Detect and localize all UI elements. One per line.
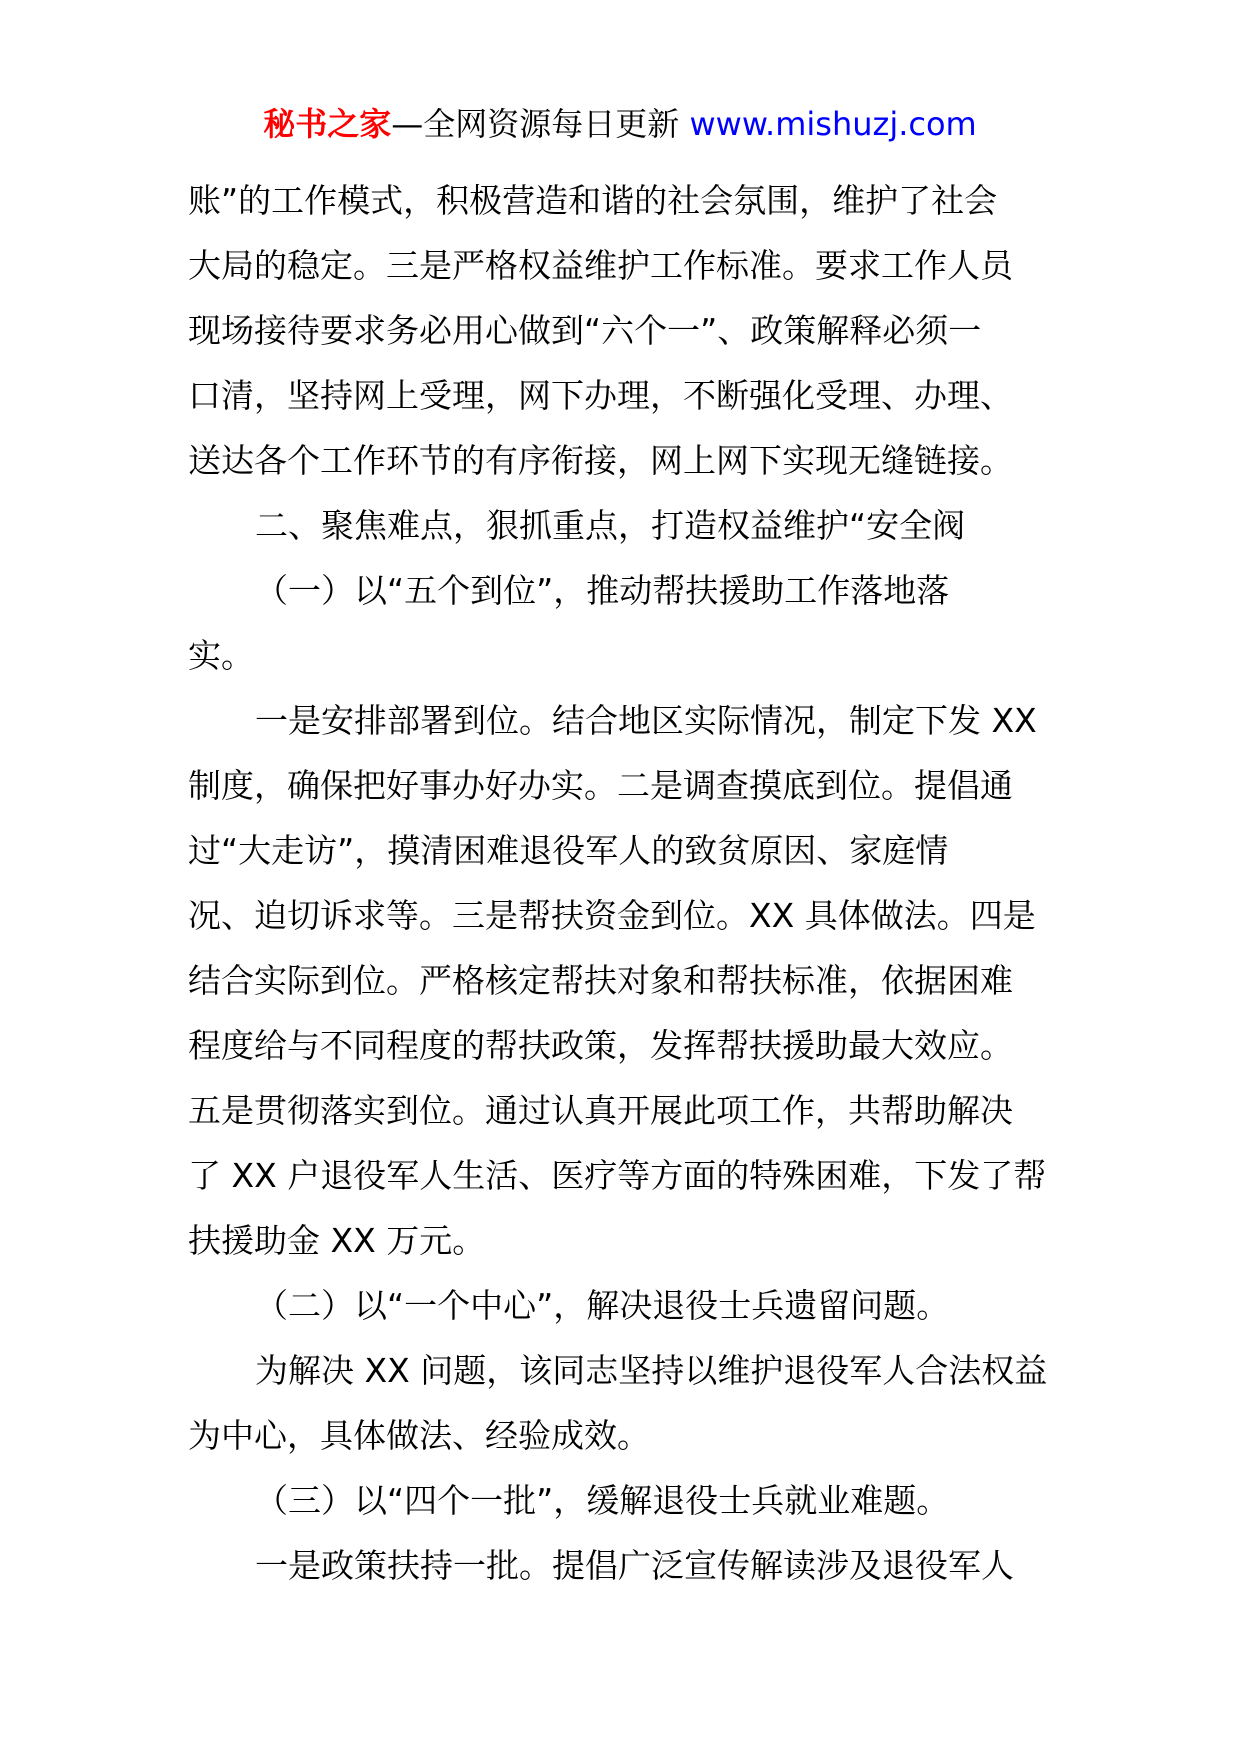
- text-line: 大局的稳定。三是严格权益维护工作标准。要求工作人员: [188, 246, 1013, 285]
- text-line: （三）以“四个一批”，缓解退役士兵就业难题。: [255, 1481, 950, 1520]
- text-line: 实。: [188, 636, 254, 675]
- document-body: [188, 168, 1058, 1598]
- website-link[interactable]: www.mishuzj.com: [689, 105, 977, 143]
- text-line: 况、迫切诉求等。三是帮扶资金到位。XX 具体做法。四是: [188, 896, 1036, 935]
- text-line: 送达各个工作环节的有序衔接，网上网下实现无缝链接。: [188, 441, 1013, 480]
- text-line: 为中心，具体做法、经验成效。: [188, 1416, 650, 1455]
- text-line: 五是贯彻落实到位。通过认真开展此项工作，共帮助解决: [188, 1091, 1013, 1130]
- text-line: 制度，确保把好事办好办实。二是调查摸底到位。提倡通: [188, 766, 1013, 805]
- text-line: （二）以“一个中心”，解决退役士兵遗留问题。: [255, 1286, 950, 1325]
- text-line: （一）以“五个到位”，推动帮扶援助工作落地落: [255, 571, 950, 610]
- text-line: 为解决 XX 问题，该同志坚持以维护退役军人合法权益: [255, 1351, 1048, 1390]
- text-line: 扶援助金 XX 万元。: [188, 1221, 486, 1260]
- text-line: 二、聚焦难点，狠抓重点，打造权益维护“安全阀: [255, 506, 966, 545]
- text-line: 账”的工作模式，积极营造和谐的社会氛围，维护了社会: [188, 181, 998, 220]
- text-line: 过“大走访”，摸清困难退役军人的致贫原因、家庭情: [188, 831, 949, 870]
- page-header: [0, 102, 1240, 146]
- text-line: 现场接待要求务必用心做到“六个一”、政策解释必须一: [188, 311, 982, 350]
- text-line: 程度给与不同程度的帮扶政策，发挥帮扶援助最大效应。: [188, 1026, 1013, 1065]
- text-line: 一是政策扶持一批。提倡广泛宣传解读涉及退役军人: [255, 1546, 1014, 1585]
- text-line: 结合实际到位。严格核定帮扶对象和帮扶标准，依据困难: [188, 961, 1013, 1000]
- brand-name: 秘书之家: [263, 105, 392, 143]
- text-line: 了 XX 户退役军人生活、医疗等方面的特殊困难，下发了帮: [188, 1156, 1047, 1195]
- header-tagline: —全网资源每日更新: [391, 105, 680, 143]
- text-line: 口清，坚持网上受理，网下办理，不断强化受理、办理、: [188, 376, 1013, 415]
- text-line: 一是安排部署到位。结合地区实际情况，制定下发 XX: [255, 701, 1037, 740]
